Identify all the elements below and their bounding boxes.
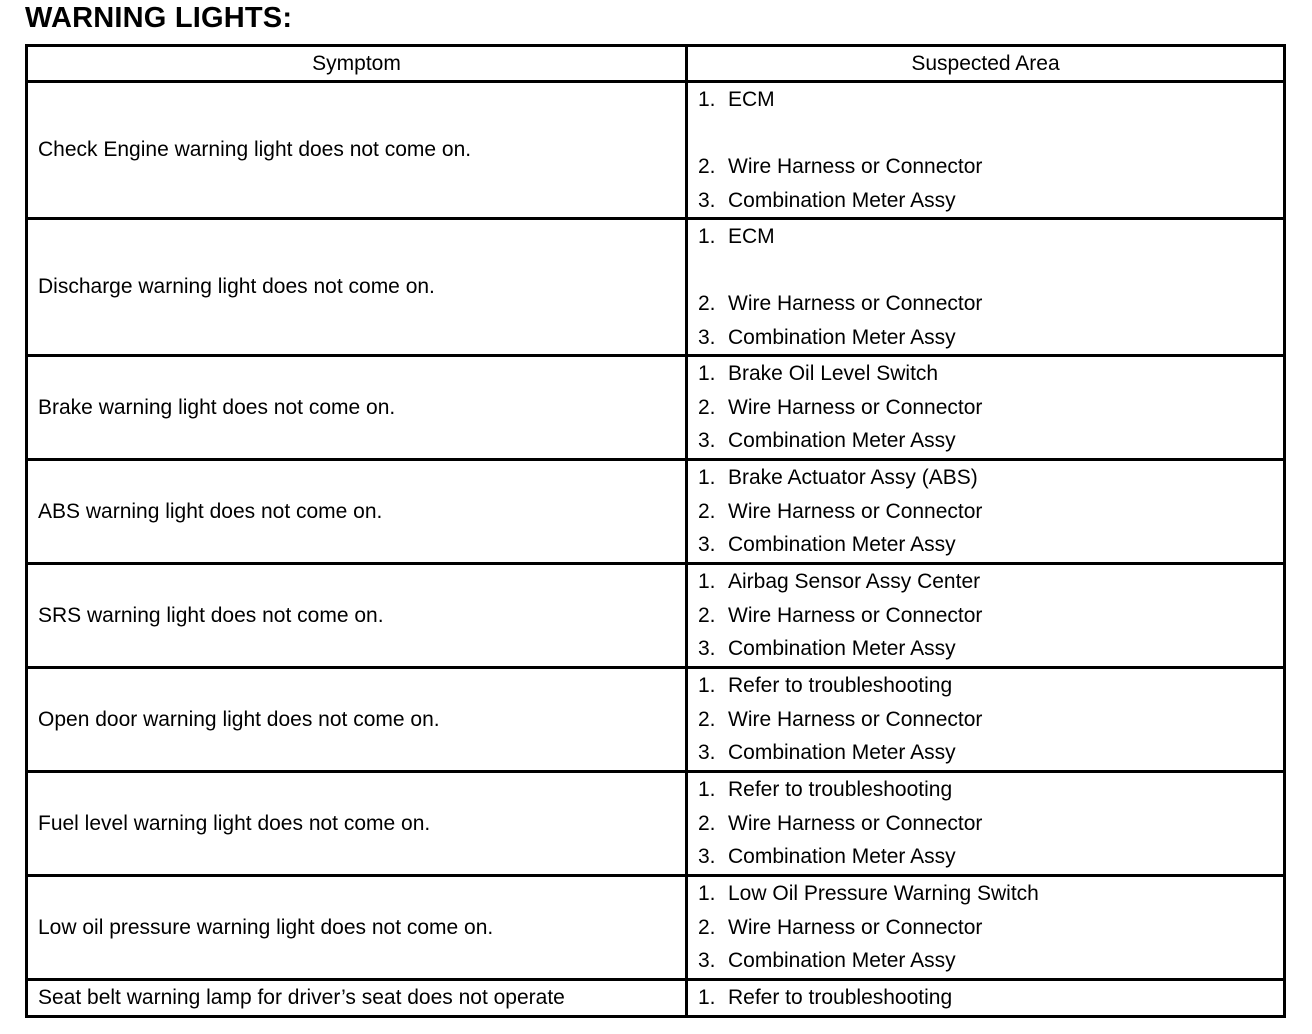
suspected-area-item: 1. Refer to troubleshooting — [698, 986, 953, 1009]
suspected-area-column-header: Suspected Area — [687, 46, 1285, 82]
table-row — [27, 219, 1285, 356]
suspected-area-cell — [687, 876, 1285, 980]
suspected-area-item: 2. Wire Harness or Connector — [698, 155, 983, 178]
table-row — [27, 876, 1285, 980]
suspected-area-item: 3. Combination Meter Assy — [698, 429, 956, 452]
suspected-area-item: 1. Refer to troubleshooting — [698, 778, 953, 801]
suspected-area-cell — [687, 772, 1285, 876]
suspected-area-cell — [687, 82, 1285, 219]
suspected-area-cell — [687, 219, 1285, 356]
suspected-area-item: 2. Wire Harness or Connector — [698, 499, 983, 523]
suspected-area-item: 3. Combination Meter Assy — [698, 533, 956, 556]
suspected-area-item: 3. Combination Meter Assy — [698, 325, 956, 349]
table-row — [27, 356, 1285, 460]
table-row — [27, 772, 1285, 876]
suspected-area-cell — [687, 564, 1285, 668]
symptom-cell: Seat belt warning lamp for driver’s seat does not operate — [27, 980, 687, 1017]
table-row — [27, 668, 1285, 772]
suspected-area-item: 1. Airbag Sensor Assy Center — [698, 570, 981, 593]
suspected-area-cell — [687, 356, 1285, 460]
suspected-area-item: 1. Refer to troubleshooting — [698, 674, 953, 697]
symptom-cell: Open door warning light does not come on. — [27, 668, 687, 772]
suspected-area-item: 2. Wire Harness or Connector — [698, 395, 983, 419]
table-row — [27, 564, 1285, 668]
symptom-cell: Fuel level warning light does not come on. — [27, 772, 687, 876]
symptom-cell: SRS warning light does not come on. — [27, 564, 687, 668]
suspected-area-item: 1. Brake Oil Level Switch — [698, 362, 939, 385]
page-title: WARNING LIGHTS: — [25, 2, 293, 34]
symptom-cell: ABS warning light does not come on. — [27, 460, 687, 564]
table-row — [27, 980, 1285, 1017]
suspected-area-item: 3. Combination Meter Assy — [698, 188, 956, 212]
suspected-area-cell — [687, 980, 1285, 1017]
suspected-area-item: 2. Wire Harness or Connector — [698, 603, 983, 627]
warning-lights-table — [25, 44, 1286, 1018]
table-row — [27, 460, 1285, 564]
symptom-cell: Brake warning light does not come on. — [27, 356, 687, 460]
suspected-area-item: 1. Brake Actuator Assy (ABS) — [698, 466, 978, 489]
suspected-area-item: 3. Combination Meter Assy — [698, 949, 956, 972]
symptom-column-header: Symptom — [27, 46, 687, 82]
symptom-cell: Discharge warning light does not come on. — [27, 219, 687, 356]
suspected-area-item: 3. Combination Meter Assy — [698, 637, 956, 660]
suspected-area-item: 1. Low Oil Pressure Warning Switch — [698, 882, 1039, 905]
symptom-cell: Low oil pressure warning light does not come on. — [27, 876, 687, 980]
symptom-cell: Check Engine warning light does not come on. — [27, 82, 687, 219]
suspected-area-item: 2. Wire Harness or Connector — [698, 811, 983, 835]
suspected-area-item: 1. ECM — [698, 225, 775, 248]
suspected-area-item: 1. ECM — [698, 88, 775, 111]
suspected-area-item: 2. Wire Harness or Connector — [698, 707, 983, 731]
suspected-area-item: 3. Combination Meter Assy — [698, 845, 956, 868]
suspected-area-item: 2. Wire Harness or Connector — [698, 292, 983, 315]
table-row — [27, 82, 1285, 219]
table-header-row — [27, 46, 1285, 82]
suspected-area-cell — [687, 668, 1285, 772]
suspected-area-item: 2. Wire Harness or Connector — [698, 915, 983, 939]
suspected-area-cell — [687, 460, 1285, 564]
suspected-area-item: 3. Combination Meter Assy — [698, 741, 956, 764]
